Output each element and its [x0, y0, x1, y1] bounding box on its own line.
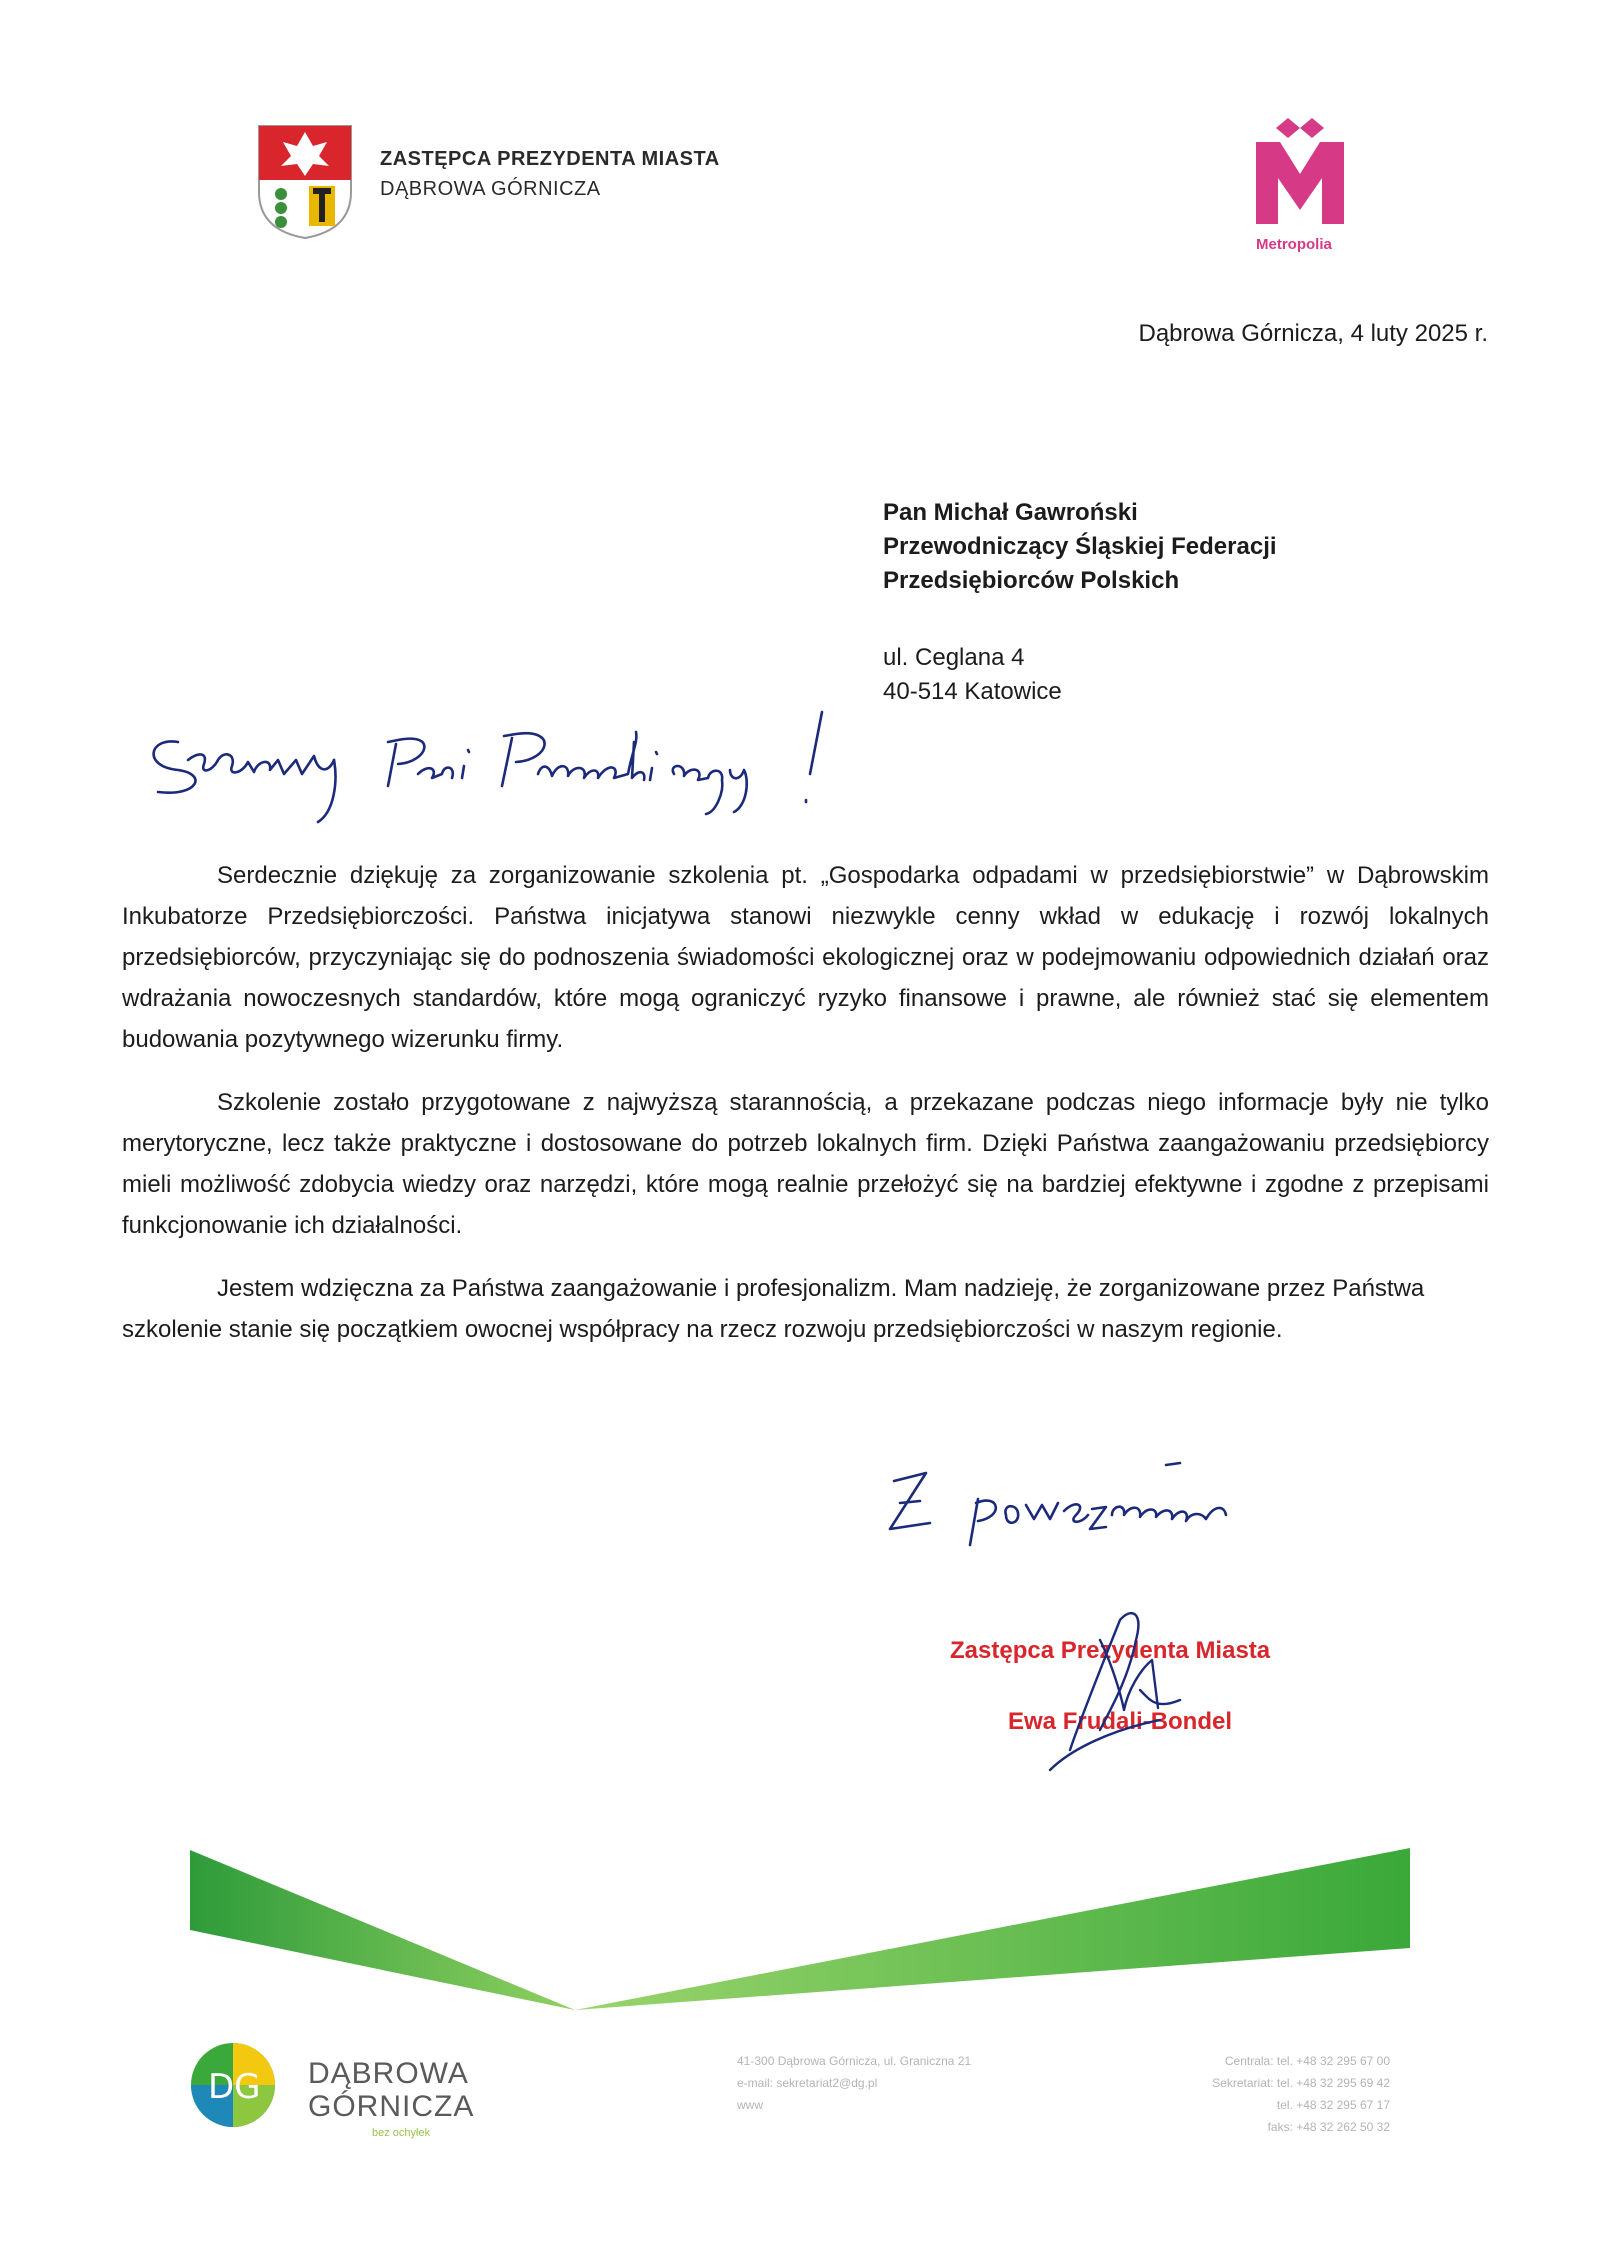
recipient-position: Przewodniczący Śląskiej Federacji [883, 533, 1277, 560]
footer-www: www [737, 2098, 763, 2112]
recipient-block [883, 496, 1277, 598]
footer-phone-secretariat: Sekretariat: tel. +48 32 295 69 42 [1212, 2076, 1390, 2090]
header-subtitle: DĄBROWA GÓRNICZA [380, 178, 601, 200]
handwritten-signature [1040, 1600, 1200, 1780]
footer-contacts [1140, 2050, 1390, 2138]
dabrowa-gornicza-logo [188, 2040, 278, 2130]
metropolia-label: Metropolia [1256, 236, 1332, 253]
footer-city-line2: GÓRNICZA [308, 2090, 475, 2123]
footer-email: e-mail: sekretariat2@dg.pl [737, 2076, 878, 2090]
letter-body [122, 855, 1489, 1372]
footer-address [737, 2050, 971, 2116]
signature-title: Zastępca Prezydenta Miasta [950, 1637, 1271, 1664]
letter-date: Dąbrowa Górnicza, 4 luty 2025 r. [1138, 320, 1488, 347]
address-street: ul. Ceglana 4 [883, 644, 1025, 671]
footer-phone-central: Centrala: tel. +48 32 295 67 00 [1224, 2054, 1390, 2068]
footer-address-line1: 41-300 Dąbrowa Górnicza, ul. Graniczna 21 [737, 2054, 972, 2068]
body-paragraph-3: Jestem wdzięczna za Państwa zaangażowanie i profesjonalizm. Mam nadzieję, że zorganizowane przez Państwa szkolenie stanie się początkiem owocnej współpracy na rzecz rozwoju przedsiębiorczości w naszym regionie. [122, 1275, 1425, 1343]
body-paragraph-2: Szkolenie zostało przygotowane z najwyższą starannością, a przekazane podczas niego informacje były nie tylko merytoryczne, lecz także praktyczne i dostosowane do potrzeb lokalnych firm. Dzięki Państwa zaangażowaniu przedsiębiorcy mieli możliwość zdobycia wiedzy oraz narzędzi, które mogą realnie przełożyć się na bardziej efektywne i zgodne z przepisami funkcjonowanie ich działalności. [122, 1089, 1489, 1239]
metropolia-logo [1250, 118, 1350, 228]
recipient-name: Pan Michał Gawroński [883, 499, 1138, 526]
handwritten-closing [880, 1445, 1240, 1555]
signature-name: Ewa Frudali-Bondel [1008, 1708, 1233, 1735]
city-crest-logo [255, 122, 355, 242]
footer-city-line1: DĄBROWA [308, 2057, 469, 2090]
footer-phone-extra: tel. +48 32 295 67 17 [1276, 2098, 1390, 2112]
handwritten-salutation [138, 682, 858, 832]
recipient-organization: Przedsiębiorców Polskich [883, 567, 1180, 594]
green-band-decoration [0, 1830, 1600, 2030]
footer-fax: faks: +48 32 262 50 32 [1267, 2120, 1390, 2134]
address-city: 40-514 Katowice [883, 678, 1062, 705]
recipient-address [883, 641, 1062, 709]
svg-text:DG: DG [208, 2067, 261, 2107]
body-paragraph-1: Serdecznie dziękuję za zorganizowanie szkolenia pt. „Gospodarka odpadami w przedsiębiorstwie” w Dąbrowskim Inkubatorze Przedsiębiorczości. Państwa inicjatywa stanowi niezwykle cenny wkład w edukację i rozwój lokalnych przedsiębiorców, przyczyniając się do podnoszenia świadomości ekologicznej oraz w podejmowaniu odpowiednich działań oraz wdrażania nowoczesnych standardów, które mogą ograniczyć ryzyko finansowe i prawne, ale również stać się elementem budowania pozytywnego wizerunku firmy. [122, 862, 1489, 1053]
footer-tagline: bez ochyłek [372, 2127, 431, 2139]
header-title: ZASTĘPCA PREZYDENTA MIASTA [380, 148, 720, 170]
